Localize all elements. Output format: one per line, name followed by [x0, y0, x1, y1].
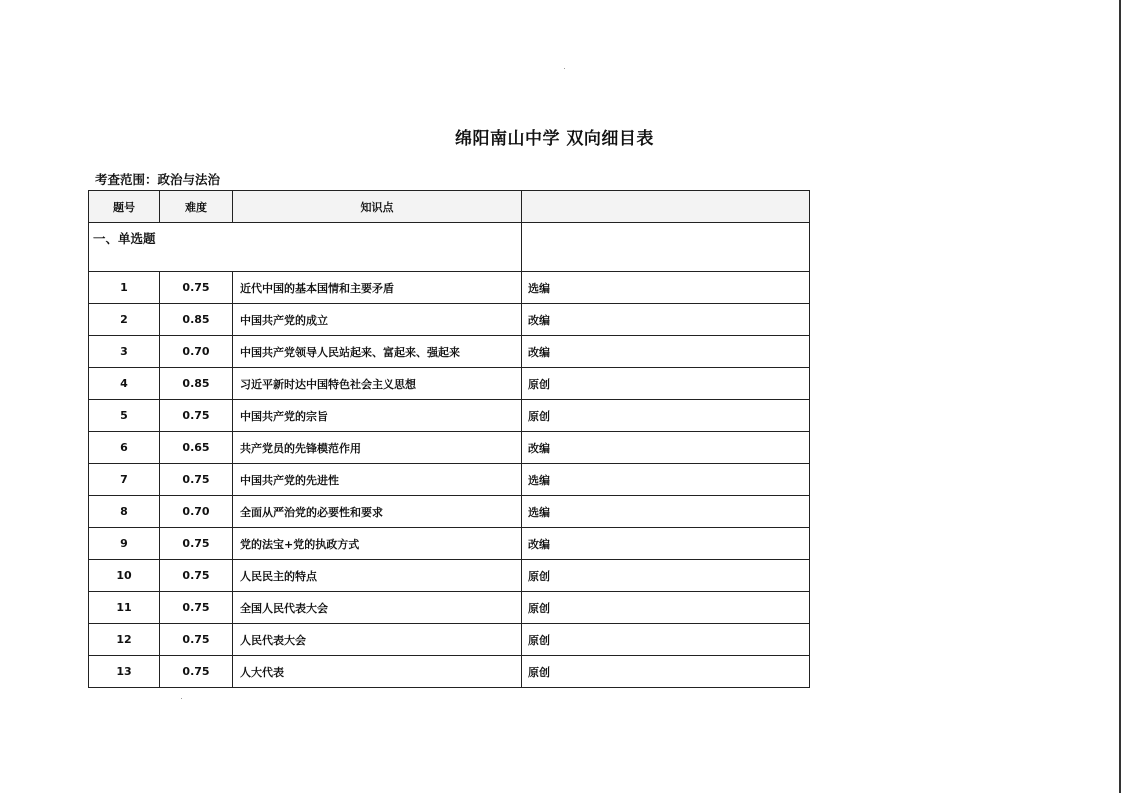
- difficulty-cell: 0.85: [160, 368, 233, 400]
- question-number-cell: 13: [89, 656, 160, 688]
- table-row: [89, 624, 810, 656]
- question-number-cell: 2: [89, 304, 160, 336]
- scan-speck: [181, 698, 182, 699]
- table-row: [89, 368, 810, 400]
- difficulty-cell: 0.75: [160, 592, 233, 624]
- table-row: [89, 432, 810, 464]
- source-cell: 改编: [522, 336, 810, 368]
- difficulty-cell: 0.75: [160, 624, 233, 656]
- knowledge-point-cell: 全国人民代表大会: [233, 592, 522, 624]
- difficulty-cell: 0.75: [160, 560, 233, 592]
- table-row: [89, 464, 810, 496]
- source-cell: 改编: [522, 432, 810, 464]
- difficulty-cell: 0.85: [160, 304, 233, 336]
- question-number-cell: 9: [89, 528, 160, 560]
- header-difficulty: 难度: [160, 191, 233, 223]
- source-cell: 原创: [522, 560, 810, 592]
- difficulty-cell: 0.65: [160, 432, 233, 464]
- section-empty-cell: [522, 223, 810, 272]
- specification-table: [88, 190, 810, 688]
- question-number-cell: 4: [89, 368, 160, 400]
- difficulty-cell: 0.75: [160, 656, 233, 688]
- source-cell: 原创: [522, 368, 810, 400]
- knowledge-point-cell: 中国共产党的先进性: [233, 464, 522, 496]
- source-cell: 原创: [522, 624, 810, 656]
- knowledge-point-cell: 全面从严治党的必要性和要求: [233, 496, 522, 528]
- table-row: [89, 304, 810, 336]
- question-number-cell: 1: [89, 272, 160, 304]
- source-cell: 改编: [522, 528, 810, 560]
- source-cell: 选编: [522, 272, 810, 304]
- page-edge-border: [1119, 0, 1121, 793]
- knowledge-point-cell: 中国共产党的宗旨: [233, 400, 522, 432]
- table-row: [89, 592, 810, 624]
- header-knowledge-point: 知识点: [233, 191, 522, 223]
- question-number-cell: 8: [89, 496, 160, 528]
- difficulty-cell: 0.75: [160, 400, 233, 432]
- question-number-cell: 6: [89, 432, 160, 464]
- knowledge-point-cell: 中国共产党的成立: [233, 304, 522, 336]
- table-row: [89, 528, 810, 560]
- section-label: 一、单选题: [89, 223, 522, 272]
- difficulty-cell: 0.75: [160, 464, 233, 496]
- table-row: [89, 336, 810, 368]
- question-number-cell: 11: [89, 592, 160, 624]
- question-number-cell: 3: [89, 336, 160, 368]
- knowledge-point-cell: 近代中国的基本国情和主要矛盾: [233, 272, 522, 304]
- scan-speck: [564, 68, 565, 69]
- header-source: [522, 191, 810, 223]
- table-row: [89, 400, 810, 432]
- source-cell: 选编: [522, 464, 810, 496]
- source-cell: 选编: [522, 496, 810, 528]
- difficulty-cell: 0.75: [160, 528, 233, 560]
- source-cell: 原创: [522, 592, 810, 624]
- table-row: [89, 560, 810, 592]
- source-cell: 原创: [522, 656, 810, 688]
- table-row: [89, 272, 810, 304]
- question-number-cell: 7: [89, 464, 160, 496]
- difficulty-cell: 0.70: [160, 336, 233, 368]
- knowledge-point-cell: 党的法宝+党的执政方式: [233, 528, 522, 560]
- difficulty-cell: 0.70: [160, 496, 233, 528]
- table-row: [89, 496, 810, 528]
- table-row: [89, 656, 810, 688]
- knowledge-point-cell: 人大代表: [233, 656, 522, 688]
- source-cell: 原创: [522, 400, 810, 432]
- header-question-number: 题号: [89, 191, 160, 223]
- document-title: 绵阳南山中学 双向细目表: [455, 129, 654, 149]
- section-row: [89, 223, 810, 272]
- source-cell: 改编: [522, 304, 810, 336]
- question-number-cell: 12: [89, 624, 160, 656]
- knowledge-point-cell: 人民民主的特点: [233, 560, 522, 592]
- exam-scope: 考查范围：政治与法治: [95, 172, 221, 187]
- question-number-cell: 5: [89, 400, 160, 432]
- knowledge-point-cell: 共产党员的先锋模范作用: [233, 432, 522, 464]
- knowledge-point-cell: 人民代表大会: [233, 624, 522, 656]
- difficulty-cell: 0.75: [160, 272, 233, 304]
- table-header-row: [89, 191, 810, 223]
- question-number-cell: 10: [89, 560, 160, 592]
- knowledge-point-cell: 习近平新时达中国特色社会主义思想: [233, 368, 522, 400]
- knowledge-point-cell: 中国共产党领导人民站起来、富起来、强起来: [233, 336, 522, 368]
